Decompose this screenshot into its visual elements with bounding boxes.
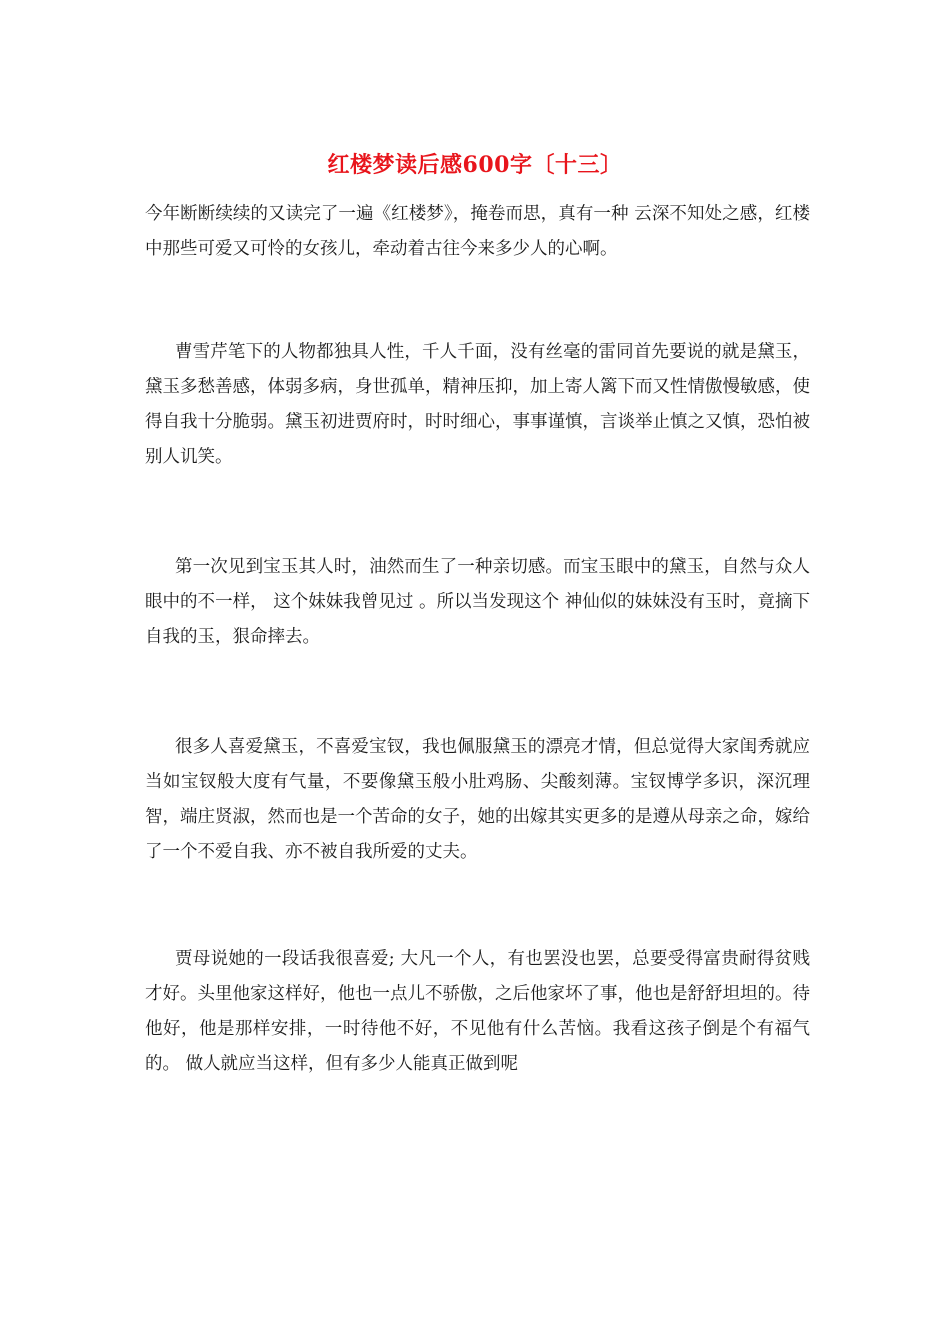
document-title: 红楼梦读后感600字〔十三〕 xyxy=(327,152,623,178)
paragraph-baochai: 很多人喜爱黛玉，不喜爱宝钗，我也佩服黛玉的漂亮才情，但总觉得大家闺秀就应当如宝钗般大度有气量，不要像黛玉般小肚鸡肠、尖酸刻薄。宝钗博学多识，深沉理智，端庄贤淑，然而也是一个苦命的女子，她的出嫁其实更多的是遵从母亲之命，嫁给了一个不爱自我、亦不被自我所爱的丈夫。 xyxy=(145,737,810,862)
paragraph-daiyu: 曹雪芹笔下的人物都独具人性，千人千面，没有丝毫的雷同首先要说的就是黛玉，黛玉多愁善感，体弱多病，身世孤单，精神压抑，加上寄人篱下而又性情傲慢敏感，使得自我十分脆弱。黛玉初进贾府时，时时细心，事事谨慎，言谈举止慎之又慎，恐怕被别人讥笑。 xyxy=(145,342,810,467)
paragraph-grandmother-jia: 贾母说她的一段话我很喜爱; 大凡一个人，有也罢没也罢，总要受得富贵耐得贫贱才好。头里他家这样好，他也一点儿不骄傲，之后他家坏了事，他也是舒舒坦坦的。待他好，他是那样安排，一时待他不好，不见他有什么苦恼。我看这孩子倒是个有福气的。 做人就应当这样，但有多少人能真正做到呢 xyxy=(145,949,810,1074)
paragraph-intro: 今年断断续续的又读完了一遍《红楼梦》，掩卷而思，真有一种 云深不知处之感，红楼中那些可爱又可怜的女孩儿，牵动着古往今来多少人的心啊。 xyxy=(145,204,810,259)
paragraph-baoyu-meeting: 第一次见到宝玉其人时，油然而生了一种亲切感。而宝玉眼中的黛玉，自然与众人眼中的不一样， 这个妹妹我曾见过 。所以当发现这个 神仙似的妹妹没有玉时，竟摘下自我的玉，狠命摔去。 xyxy=(145,557,810,647)
